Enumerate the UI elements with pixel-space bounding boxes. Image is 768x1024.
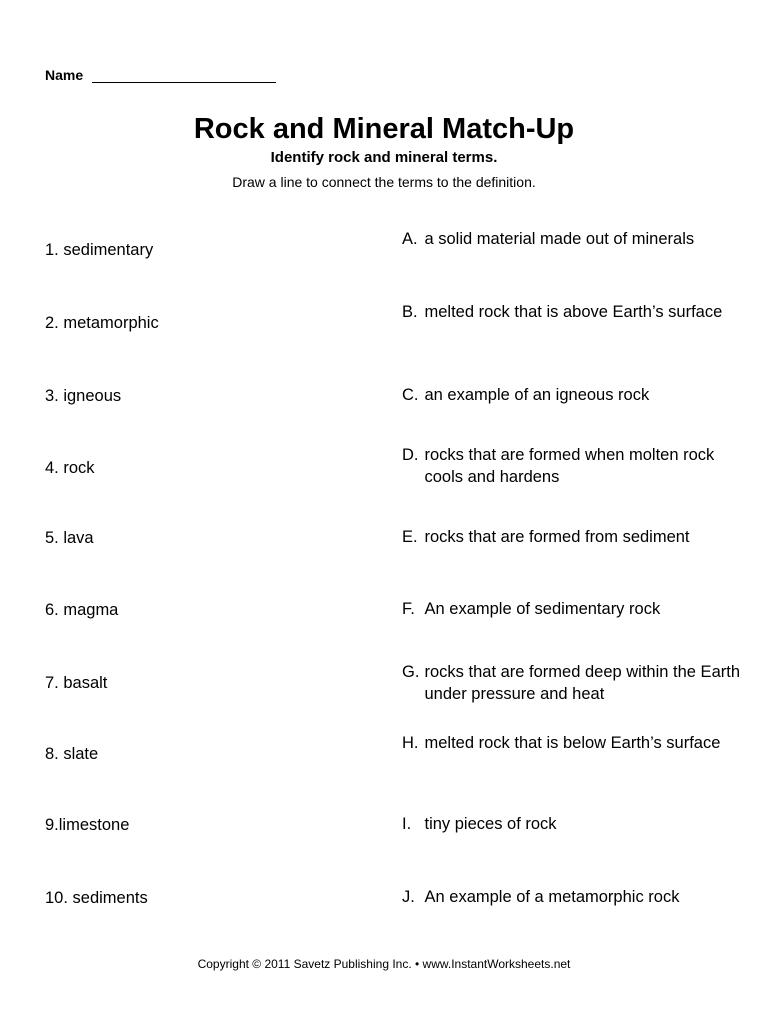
- definition-item: [402, 733, 742, 755]
- definition-text: rocks that are formed from sediment: [424, 528, 690, 546]
- definition-item: [402, 527, 742, 549]
- definition-text: An example of sedimentary rock: [424, 600, 661, 618]
- definition-item: [402, 385, 742, 407]
- name-field: [45, 66, 276, 84]
- definition-letter: B.: [402, 303, 418, 321]
- definition-text: a solid material made out of minerals: [424, 230, 695, 248]
- definition-text: rocks that are formed when molten rock cools and hardens: [424, 446, 715, 486]
- definition-text: an example of an igneous rock: [424, 386, 650, 404]
- definition-letter: A.: [402, 230, 418, 248]
- definition-item: [402, 814, 742, 836]
- copyright-footer: Copyright © 2011 Savetz Publishing Inc. • www.InstantWorksheets.net: [197, 957, 571, 971]
- definition-letter: J.: [402, 888, 415, 906]
- definition-letter: E.: [402, 528, 418, 546]
- term-item: 8. slate: [45, 745, 99, 763]
- definition-item: [402, 887, 742, 909]
- term-item: 5. lava: [45, 529, 94, 547]
- term-item: 6. magma: [45, 601, 119, 619]
- definition-item: [402, 229, 742, 251]
- term-item: 1. sedimentary: [45, 241, 154, 259]
- definition-item: [402, 302, 742, 324]
- definition-text: An example of a metamorphic rock: [424, 888, 680, 906]
- definition-text: tiny pieces of rock: [424, 815, 557, 833]
- definition-letter: C.: [402, 386, 419, 404]
- definition-letter: G.: [402, 663, 420, 681]
- definition-item: [402, 445, 742, 488]
- term-item: 3. igneous: [45, 387, 122, 405]
- definition-text: rocks that are formed deep within the Earth under pressure and heat: [424, 663, 740, 703]
- name-label: Name: [45, 67, 84, 83]
- definition-letter: H.: [402, 734, 419, 752]
- definition-text: melted rock that is below Earth’s surface: [424, 734, 721, 752]
- definition-item: [402, 599, 742, 621]
- term-item: 2. metamorphic: [45, 314, 159, 332]
- definition-letter: D.: [402, 446, 419, 464]
- definition-item: [402, 662, 742, 705]
- definition-text: melted rock that is above Earth’s surface: [424, 303, 723, 321]
- worksheet-subtitle: Identify rock and mineral terms.: [270, 149, 498, 166]
- definition-letter: F.: [402, 600, 415, 618]
- term-item: 10. sediments: [45, 889, 148, 907]
- term-item: 4. rock: [45, 459, 95, 477]
- name-blank-line[interactable]: [92, 82, 276, 83]
- definition-letter: I.: [402, 815, 412, 833]
- term-item: 9.limestone: [45, 816, 130, 834]
- worksheet-instructions: Draw a line to connect the terms to the definition.: [232, 174, 536, 190]
- term-item: 7. basalt: [45, 674, 108, 692]
- worksheet-title: Rock and Mineral Match-Up: [193, 113, 575, 145]
